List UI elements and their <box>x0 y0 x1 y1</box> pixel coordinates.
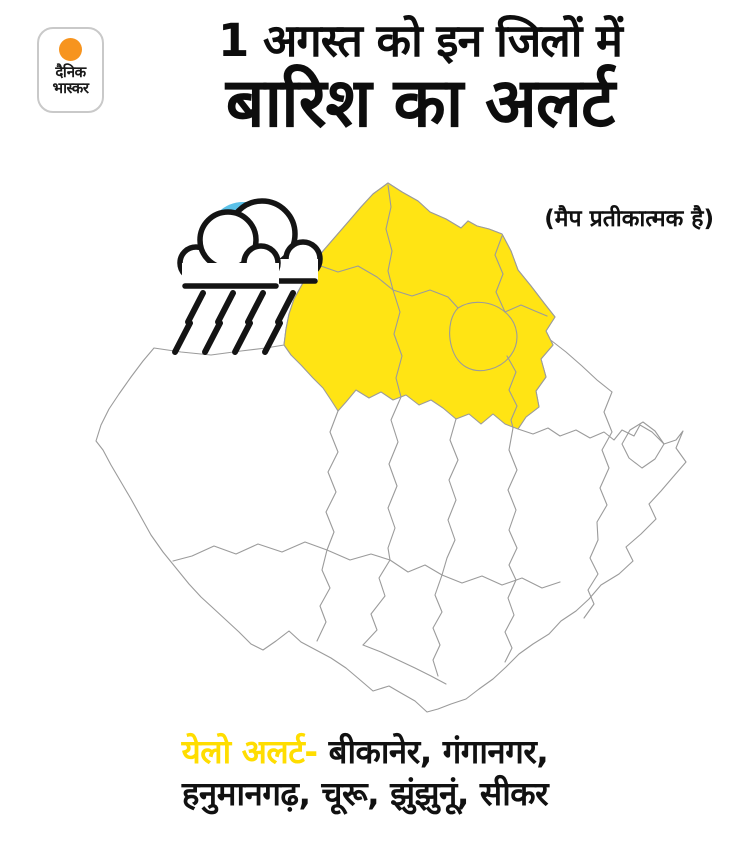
headline <box>110 14 730 143</box>
caption-line1-districts: बीकानेर, गंगानगर, <box>317 732 549 771</box>
caption-line1 <box>0 731 730 773</box>
headline-line2: बारिश का अलर्ट <box>225 63 615 143</box>
dainik-bhaskar-logo <box>37 27 104 113</box>
rain-drops <box>175 293 293 352</box>
logo-text-line1: दैनिक <box>55 63 86 81</box>
yellow-alert-label: येलो अलर्ट- <box>181 732 318 771</box>
logo-text-line2: भास्कर <box>52 78 89 97</box>
alert-caption <box>0 731 730 815</box>
caption-line2-districts: हनुमानगढ़, चूरू, झुंझुनूं, सीकर <box>181 773 549 813</box>
map-disclaimer-note: (मैप प्रतीकात्मक है) <box>544 206 714 232</box>
logo-sun-icon <box>59 38 82 61</box>
headline-line1: 1 अगस्त को इन जिलों में <box>218 14 622 67</box>
